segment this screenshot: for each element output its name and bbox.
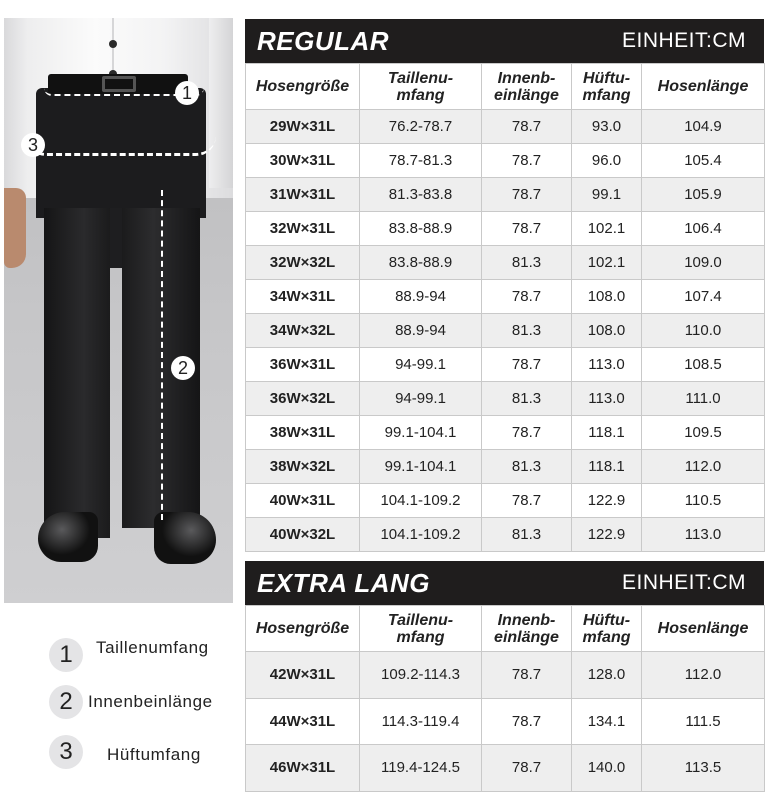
value-cell: 118.1: [572, 450, 642, 484]
callout-2-marker: 2: [171, 356, 195, 380]
value-cell: 114.3-119.4: [360, 698, 482, 745]
table-row: [246, 484, 765, 518]
value-cell: 102.1: [572, 212, 642, 246]
shirt-button: [109, 40, 117, 48]
size-cell: 34W×31L: [246, 280, 360, 314]
table-row: [246, 518, 765, 552]
value-cell: 99.1-104.1: [360, 416, 482, 450]
regular-unit: EINHEIT:CM: [621, 29, 746, 52]
table-row: [246, 698, 765, 745]
table-row: [246, 212, 765, 246]
value-cell: 122.9: [572, 518, 642, 552]
table-row: [246, 110, 765, 144]
column-header: [360, 606, 482, 652]
value-cell: 109.5: [642, 416, 765, 450]
table-row: [246, 745, 765, 792]
value-cell: 104.1-109.2: [360, 484, 482, 518]
value-cell: 81.3: [482, 450, 572, 484]
value-cell: 81.3: [482, 246, 572, 280]
column-header: [572, 606, 642, 652]
column-header-text: mfang: [396, 628, 445, 646]
value-cell: 104.9: [642, 110, 765, 144]
extra-lang-header-bar: [245, 561, 764, 605]
value-cell: 113.0: [642, 518, 765, 552]
column-header-text: einlänge: [494, 86, 559, 104]
value-cell: 109.0: [642, 246, 765, 280]
inseam-measure-line: [161, 190, 163, 520]
value-cell: 112.0: [642, 450, 765, 484]
table-row: [246, 178, 765, 212]
size-cell: 40W×32L: [246, 518, 360, 552]
value-cell: 83.8-88.9: [360, 246, 482, 280]
column-header: [246, 64, 360, 110]
size-cell: 40W×31L: [246, 484, 360, 518]
regular-size-table: [245, 19, 764, 552]
value-cell: 81.3: [482, 314, 572, 348]
legend-label-waist: Taillenumfang: [96, 638, 209, 657]
value-cell: 109.2-114.3: [360, 652, 482, 699]
value-cell: 128.0: [572, 652, 642, 699]
table-row: [246, 652, 765, 699]
column-header: [360, 64, 482, 110]
value-cell: 78.7: [482, 144, 572, 178]
legend-number: 1: [49, 638, 83, 672]
legend-label-inseam: Innenbeinlänge: [88, 692, 213, 711]
value-cell: 112.0: [642, 652, 765, 699]
value-cell: 81.3: [482, 382, 572, 416]
size-cell: 38W×31L: [246, 416, 360, 450]
value-cell: 107.4: [642, 280, 765, 314]
extra-lang-title: EXTRA LANG: [257, 567, 431, 598]
column-header-text: einlänge: [494, 628, 559, 646]
value-cell: 78.7: [482, 110, 572, 144]
column-header-text: Hüftu-: [582, 611, 631, 629]
value-cell: 78.7: [482, 745, 572, 792]
value-cell: 88.9-94: [360, 280, 482, 314]
left-hand: [4, 188, 26, 268]
callout-3-marker: 3: [21, 133, 45, 157]
regular-table: [245, 63, 765, 552]
value-cell: 110.0: [642, 314, 765, 348]
value-cell: 134.1: [572, 698, 642, 745]
column-header: [246, 606, 360, 652]
regular-header-bar: [245, 19, 764, 63]
legend-number: 3: [49, 735, 83, 769]
value-cell: 113.5: [642, 745, 765, 792]
header-row: [246, 64, 765, 110]
value-cell: 122.9: [572, 484, 642, 518]
value-cell: 78.7: [482, 416, 572, 450]
value-cell: 88.9-94: [360, 314, 482, 348]
value-cell: 81.3-83.8: [360, 178, 482, 212]
size-cell: 32W×32L: [246, 246, 360, 280]
table-row: [246, 416, 765, 450]
legend-item-hip: [49, 735, 83, 769]
size-cell: 31W×31L: [246, 178, 360, 212]
value-cell: 78.7: [482, 652, 572, 699]
value-cell: 96.0: [572, 144, 642, 178]
size-cell: 36W×32L: [246, 382, 360, 416]
extra-lang-size-table: [245, 561, 764, 792]
right-sleeve: [209, 18, 233, 188]
legend-label-hip: Hüftumfang: [107, 745, 201, 764]
value-cell: 94-99.1: [360, 382, 482, 416]
value-cell: 108.0: [572, 280, 642, 314]
column-header-text: Taillenu-: [387, 611, 454, 629]
table-row: [246, 382, 765, 416]
value-cell: 78.7: [482, 484, 572, 518]
size-cell: 29W×31L: [246, 110, 360, 144]
value-cell: 78.7: [482, 280, 572, 314]
value-cell: 111.5: [642, 698, 765, 745]
product-photo: [4, 18, 233, 603]
value-cell: 105.4: [642, 144, 765, 178]
hip-measure-line: [26, 136, 216, 156]
size-cell: 46W×31L: [246, 745, 360, 792]
value-cell: 99.1: [572, 178, 642, 212]
value-cell: 83.8-88.9: [360, 212, 482, 246]
table-row: [246, 246, 765, 280]
column-header-text: mfang: [396, 86, 445, 104]
size-cell: 38W×32L: [246, 450, 360, 484]
value-cell: 111.0: [642, 382, 765, 416]
size-cell: 30W×31L: [246, 144, 360, 178]
column-header-text: Innenb-: [497, 69, 556, 87]
value-cell: 102.1: [572, 246, 642, 280]
value-cell: 110.5: [642, 484, 765, 518]
value-cell: 76.2-78.7: [360, 110, 482, 144]
table-row: [246, 348, 765, 382]
column-header: [482, 606, 572, 652]
value-cell: 108.0: [572, 314, 642, 348]
legend-item-waist: [49, 638, 83, 672]
callout-1-marker: 1: [175, 81, 199, 105]
value-cell: 118.1: [572, 416, 642, 450]
column-header-text: Hosenlänge: [657, 78, 749, 95]
header-row: [246, 606, 765, 652]
value-cell: 140.0: [572, 745, 642, 792]
trouser-left-leg: [44, 208, 110, 538]
column-header-text: Innenb-: [497, 611, 556, 629]
legend-number: 2: [49, 685, 83, 719]
column-header: [642, 606, 765, 652]
size-cell: 42W×31L: [246, 652, 360, 699]
column-header: [572, 64, 642, 110]
value-cell: 78.7-81.3: [360, 144, 482, 178]
column-header-text: mfang: [582, 628, 631, 646]
column-header: [482, 64, 572, 110]
value-cell: 106.4: [642, 212, 765, 246]
value-cell: 113.0: [572, 382, 642, 416]
column-header-text: Hosenlänge: [657, 620, 749, 637]
value-cell: 99.1-104.1: [360, 450, 482, 484]
value-cell: 93.0: [572, 110, 642, 144]
column-header-text: Hosengröße: [255, 78, 350, 95]
value-cell: 113.0: [572, 348, 642, 382]
column-header-text: Taillenu-: [387, 69, 454, 87]
table-row: [246, 450, 765, 484]
value-cell: 78.7: [482, 348, 572, 382]
value-cell: 119.4-124.5: [360, 745, 482, 792]
column-header-text: mfang: [582, 86, 631, 104]
right-shoe: [154, 512, 216, 564]
column-header: [642, 64, 765, 110]
size-cell: 32W×31L: [246, 212, 360, 246]
size-cell: 34W×32L: [246, 314, 360, 348]
value-cell: 81.3: [482, 518, 572, 552]
extra-lang-table: [245, 605, 765, 792]
value-cell: 78.7: [482, 178, 572, 212]
value-cell: 104.1-109.2: [360, 518, 482, 552]
value-cell: 78.7: [482, 698, 572, 745]
size-cell: 36W×31L: [246, 348, 360, 382]
value-cell: 78.7: [482, 212, 572, 246]
table-row: [246, 314, 765, 348]
column-header-text: Hüftu-: [582, 69, 631, 87]
extra-lang-unit: EINHEIT:CM: [621, 571, 746, 594]
table-row: [246, 144, 765, 178]
table-row: [246, 280, 765, 314]
size-cell: 44W×31L: [246, 698, 360, 745]
legend-item-inseam: [49, 685, 83, 719]
value-cell: 94-99.1: [360, 348, 482, 382]
regular-title: REGULAR: [257, 25, 390, 56]
left-sleeve: [4, 18, 28, 198]
value-cell: 108.5: [642, 348, 765, 382]
value-cell: 105.9: [642, 178, 765, 212]
column-header-text: Hosengröße: [255, 620, 350, 637]
left-shoe: [38, 512, 98, 562]
